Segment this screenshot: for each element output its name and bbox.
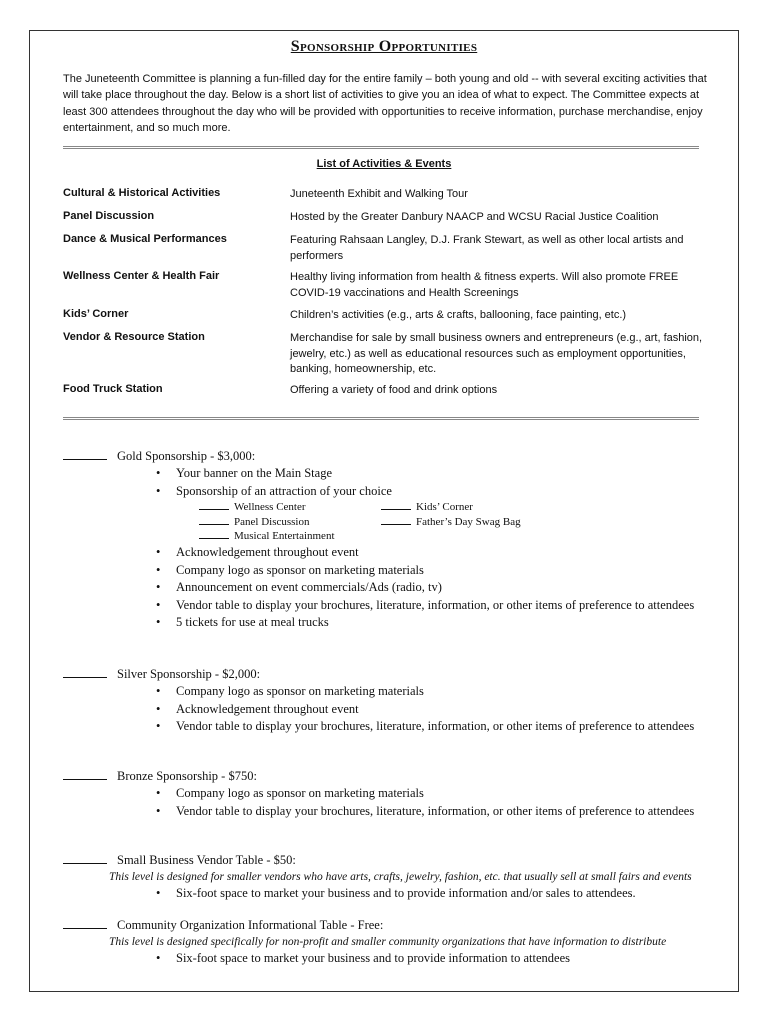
small-business-tier bbox=[63, 852, 713, 903]
intro-paragraph: The Juneteenth Committee is planning a fun-filled day for the entire family – both young and old -- with several exciting activities that will take place throughout the day. Below is a short list of activities to give you an idea of what to expect. The Committee expects at least 300 attendees throughout the day who will be provided with opportunities to receive information, purchase merchandise, enjoy entertainment, and so much more. bbox=[63, 73, 707, 135]
divider-top bbox=[63, 146, 699, 149]
bronze-tier bbox=[63, 768, 713, 820]
list-item: • Company logo as sponsor on marketing materials bbox=[63, 562, 713, 580]
activity-name: Food Truck Station bbox=[63, 383, 163, 395]
page-title: Sponsorship Opportunities bbox=[290, 38, 478, 55]
activity-desc: Hosted by the Greater Danbury NAACP and WCSU Racial Justice Coalition bbox=[290, 211, 659, 223]
gold-label: Gold Sponsorship - $3,000: bbox=[117, 449, 256, 463]
activity-desc: Offering a variety of food and drink options bbox=[290, 384, 498, 396]
activity-name: Vendor & Resource Station bbox=[63, 331, 205, 343]
silver-label: Silver Sponsorship - $2,000: bbox=[117, 667, 261, 681]
community-tier bbox=[63, 917, 713, 968]
list-item: • Six-foot space to market your business and to provide information and/or sales to attendees. bbox=[63, 885, 713, 903]
choice-swag[interactable]: Father’s Day Swag Bag bbox=[381, 515, 521, 530]
activity-name: Wellness Center & Health Fair bbox=[63, 270, 220, 282]
community-note: This level is designed specifically for non-profit and smaller community organizations that have information to distribute bbox=[109, 936, 667, 948]
community-label: Community Organization Informational Table - Free: bbox=[117, 918, 384, 932]
choice-panel[interactable]: Panel Discussion bbox=[199, 515, 309, 530]
activities-list-title: List of Activities & Events bbox=[316, 158, 452, 170]
bronze-label: Bronze Sponsorship - $750: bbox=[117, 769, 257, 783]
choice-music[interactable]: Musical Entertainment bbox=[199, 529, 335, 544]
attraction-choices bbox=[63, 500, 713, 544]
activity-name: Kids’ Corner bbox=[63, 308, 129, 320]
small-business-label: Small Business Vendor Table - $50: bbox=[117, 853, 296, 867]
gold-tier bbox=[63, 448, 713, 632]
activity-name: Dance & Musical Performances bbox=[63, 233, 227, 245]
community-checkbox-line[interactable] bbox=[63, 917, 107, 929]
silver-checkbox-line[interactable] bbox=[63, 666, 107, 678]
list-item: • Acknowledgement throughout event bbox=[63, 701, 713, 719]
activity-name: Panel Discussion bbox=[63, 210, 155, 222]
activity-name: Cultural & Historical Activities bbox=[63, 187, 221, 199]
divider-bottom bbox=[63, 417, 699, 420]
list-item: • Six-foot space to market your business and to provide information to attendees bbox=[63, 950, 713, 968]
activity-desc: Juneteenth Exhibit and Walking Tour bbox=[290, 188, 468, 200]
list-item: • 5 tickets for use at meal trucks bbox=[63, 614, 713, 632]
choice-kids[interactable]: Kids’ Corner bbox=[381, 500, 473, 515]
activity-desc: Healthy living information from health & fitness experts. Will also promote FREE COVID-19 vaccinations and Health Screenings bbox=[290, 271, 679, 299]
document-page bbox=[29, 30, 739, 992]
list-item: • Company logo as sponsor on marketing materials bbox=[63, 785, 713, 803]
list-item: • Announcement on event commercials/Ads (radio, tv) bbox=[63, 579, 713, 597]
choice-wellness[interactable]: Wellness Center bbox=[199, 500, 306, 515]
list-item: • Acknowledgement throughout event bbox=[63, 544, 713, 562]
list-item: • Vendor table to display your brochures, literature, information, or other items of preference to attendees bbox=[63, 597, 713, 615]
activity-desc: Merchandise for sale by small business owners and entrepreneurs (e.g., art, fashion, jewelry, etc.) as well as educational resources such as employment opportunities, banking, homeownership, etc. bbox=[290, 332, 703, 375]
gold-checkbox-line[interactable] bbox=[63, 448, 107, 460]
small-business-note: This level is designed for smaller vendors who have arts, crafts, jewelry, fashion, etc. that usually sell at small fairs and events bbox=[109, 871, 692, 883]
activity-desc: Featuring Rahsaan Langley, D.J. Frank Stewart, as well as other local artists and performers bbox=[290, 234, 684, 262]
bronze-checkbox-line[interactable] bbox=[63, 768, 107, 780]
list-item: • Sponsorship of an attraction of your choice bbox=[63, 483, 713, 501]
list-item: • Vendor table to display your brochures, literature, information, or other items of preference to attendees bbox=[63, 718, 713, 736]
list-item: • Company logo as sponsor on marketing materials bbox=[63, 683, 713, 701]
silver-tier bbox=[63, 666, 713, 736]
activity-desc: Children’s activities (e.g., arts & crafts, ballooning, face painting, etc.) bbox=[290, 309, 627, 321]
list-item: • Vendor table to display your brochures, literature, information, or other items of preference to attendees bbox=[63, 803, 713, 821]
list-item: • Your banner on the Main Stage bbox=[63, 465, 713, 483]
small-business-checkbox-line[interactable] bbox=[63, 852, 107, 864]
